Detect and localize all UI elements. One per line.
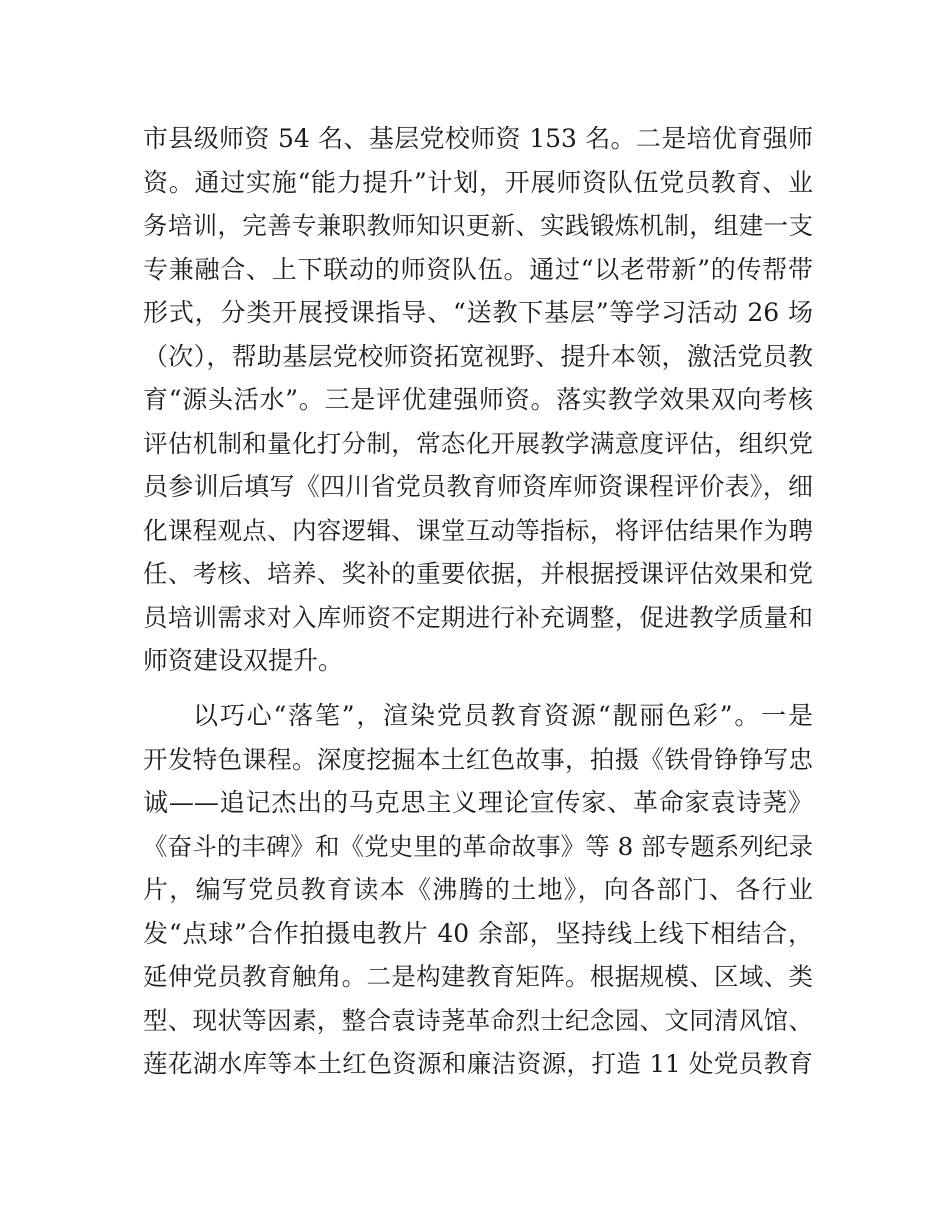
text-line: 型、现状等因素，整合袁诗荛革命烈士纪念园、文同清风馆、 [143, 1005, 813, 1035]
text-line: 务培训，完善专兼职教师知识更新、实践锻炼机制，组建一支 [143, 211, 813, 240]
text-line: 资。通过实施“能力提升”计划，开展师资队伍党员教育、业 [143, 167, 813, 197]
text-line: （次），帮助基层党校师资拓宽视野、提升本领，激活党员教 [143, 341, 813, 371]
text-line: 员培训需求对入库师资不定期进行补充调整，促进教学质量和 [143, 602, 813, 632]
text-line: 《奋斗的丰碑》和《党史里的革命故事》等 8 部专题系列纪录 [143, 831, 813, 861]
text-line: 化课程观点、内容逻辑、课堂互动等指标，将评估结果作为聘 [143, 515, 813, 545]
text-line: 开发特色课程。深度挖掘本土红色故事，拍摄《铁骨铮铮写忠 [143, 744, 813, 774]
text-line: 诚——追记杰出的马克思主义理论宣传家、革命家袁诗荛》 [143, 788, 813, 817]
text-line: 员参训后填写《四川省党员教育师资库师资课程评价表》，细 [143, 472, 813, 501]
text-line: 莲花湖水库等本土红色资源和廉洁资源，打造 11 处党员教育 [143, 1049, 813, 1078]
paragraph-teacher-development [143, 117, 813, 683]
text-line: 以巧心“落笔”，渲染党员教育资源“靓丽色彩”。一是 [193, 701, 813, 730]
text-line: 延伸党员教育触角。二是构建教育矩阵。根据规模、区域、类 [143, 962, 813, 991]
text-line: 形式，分类开展授课指导、“送教下基层”等学习活动 26 场 [143, 298, 813, 327]
text-line: 评估机制和量化打分制，常态化开展教学满意度评估，组织党 [143, 428, 813, 458]
text-line: 专兼融合、上下联动的师资队伍。通过“以老带新”的传帮带 [143, 254, 813, 284]
text-line: 市县级师资 54 名、基层党校师资 153 名。二是培优育强师 [143, 124, 813, 153]
text-line: 发“点球”合作拍摄电教片 40 余部，坚持线上线下相结合， [143, 918, 813, 948]
text-line: 育“源头活水”。三是评优建强师资。落实教学效果双向考核 [143, 385, 813, 414]
text-line: 任、考核、培养、奖补的重要依据，并根据授课评估效果和党 [143, 559, 813, 588]
text-line: 片，编写党员教育读本《沸腾的土地》，向各部门、各行业 [143, 875, 813, 904]
paragraph-education-resources [143, 694, 813, 1086]
text-line: 师资建设双提升。 [143, 646, 344, 675]
